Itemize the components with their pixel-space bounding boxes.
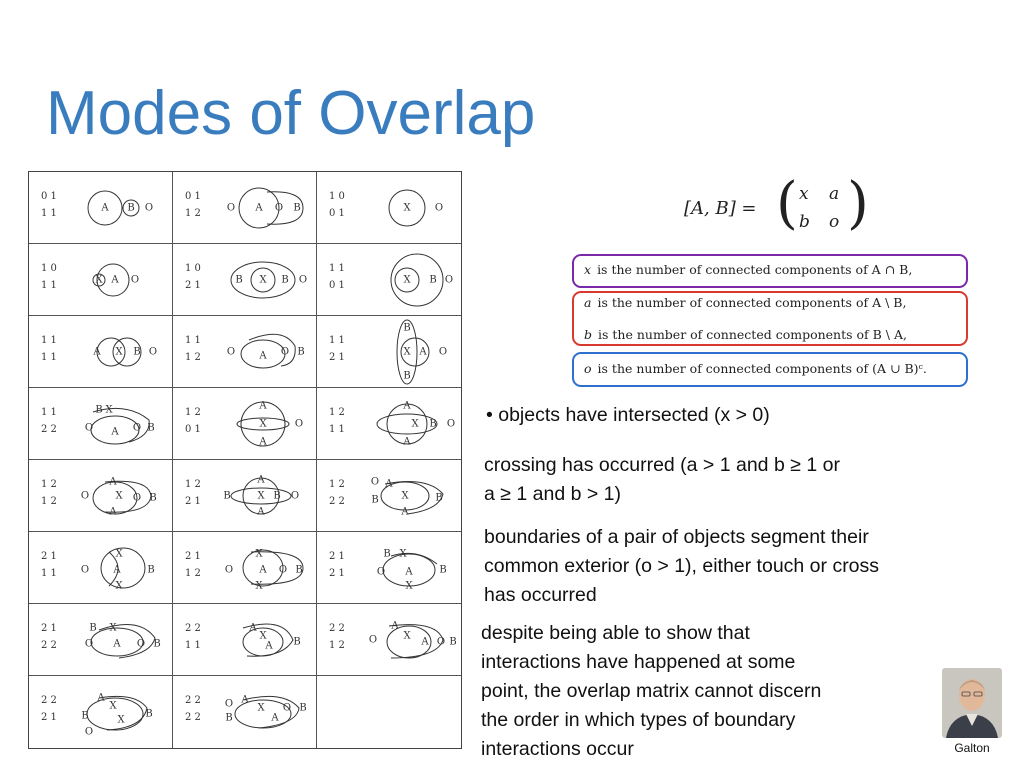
svg-text:B: B <box>293 636 301 648</box>
svg-text:B: B <box>153 638 161 650</box>
boundaries-text: boundaries of a pair of objects segment their common exterior (o > 1), either touch or cross has occurred <box>484 526 880 606</box>
svg-text:A: A <box>113 564 121 576</box>
bullet-intersected: • objects have intersected (x > 0) <box>486 404 770 426</box>
svg-text:X: X <box>115 346 123 358</box>
overlap-mode-cell <box>29 172 173 244</box>
overlap-diagram <box>79 606 171 674</box>
overlap-matrix-values: 1 1 2 2 <box>41 407 57 435</box>
svg-text:B: B <box>383 548 391 560</box>
svg-text:A: A <box>101 202 109 214</box>
overlap-diagram <box>367 462 459 530</box>
overlap-matrix-values: 1 0 1 1 <box>41 263 57 291</box>
svg-text:X: X <box>105 404 113 416</box>
overlap-matrix-values: 0 1 1 2 <box>185 191 201 219</box>
overlap-mode-cell <box>173 172 317 244</box>
svg-text:X: X <box>117 714 125 726</box>
svg-text:A: A <box>113 638 121 650</box>
svg-text:X: X <box>259 418 267 430</box>
overlap-diagram <box>223 606 315 674</box>
svg-text:B: B <box>95 404 103 416</box>
svg-text:X: X <box>109 622 117 634</box>
svg-text:O: O <box>298 274 308 286</box>
left-paren: ( <box>776 171 798 236</box>
svg-text:O: O <box>370 476 380 488</box>
svg-text:O: O <box>80 564 90 576</box>
formula-o: o <box>829 212 840 232</box>
svg-text:A: A <box>109 476 117 488</box>
definition-b: b is the number of connected components of B \ A, <box>584 327 907 342</box>
svg-text:X: X <box>115 548 123 560</box>
svg-text:B: B <box>449 636 457 648</box>
svg-text:B: B <box>273 490 281 502</box>
svg-text:O: O <box>294 418 304 430</box>
overlap-matrix-values: 1 1 0 1 <box>329 263 345 291</box>
overlap-mode-cell <box>29 460 173 532</box>
svg-text:A: A <box>111 426 119 438</box>
svg-text:X: X <box>255 548 263 560</box>
overlap-diagram <box>367 246 459 314</box>
overlap-matrix-values: 2 2 2 2 <box>185 695 201 723</box>
overlap-diagram <box>79 678 171 746</box>
overlap-mode-cell <box>173 316 317 388</box>
overlap-mode-cell <box>29 244 173 316</box>
svg-text:X: X <box>403 274 411 286</box>
svg-text:B: B <box>435 492 443 504</box>
overlap-mode-cell <box>173 676 317 748</box>
svg-text:X: X <box>257 702 265 714</box>
svg-text:O: O <box>434 202 444 214</box>
overlap-matrix-values: 1 2 1 2 <box>41 479 57 507</box>
overlap-matrix-values: 2 1 1 1 <box>41 551 57 579</box>
svg-text:X: X <box>411 418 419 430</box>
overlap-matrix-values: 2 1 2 2 <box>41 623 57 651</box>
svg-text:B: B <box>133 346 141 358</box>
svg-text:O: O <box>226 346 236 358</box>
right-paren: ) <box>847 171 869 236</box>
svg-text:X: X <box>403 346 411 358</box>
overlap-diagram <box>367 534 459 602</box>
svg-text:A: A <box>259 400 267 412</box>
formula-b: b <box>799 212 810 232</box>
overlap-matrix-values: 1 0 2 1 <box>185 263 201 291</box>
overlap-diagram <box>79 174 171 242</box>
svg-text:B: B <box>145 708 153 720</box>
overlap-mode-cell <box>29 604 173 676</box>
svg-text:O: O <box>224 698 234 710</box>
svg-text:B: B <box>147 422 155 434</box>
overlap-matrix-values: 2 2 2 1 <box>41 695 57 723</box>
overlap-mode-cell <box>173 460 317 532</box>
svg-text:A: A <box>403 400 411 412</box>
overlap-mode-cell <box>173 604 317 676</box>
svg-text:O: O <box>84 638 94 650</box>
svg-text:A: A <box>265 640 273 652</box>
overlap-matrix-values: 1 2 0 1 <box>185 407 201 435</box>
svg-text:A: A <box>257 474 265 486</box>
svg-text:X: X <box>115 490 123 502</box>
overlap-matrix-values: 1 2 1 1 <box>329 407 345 435</box>
overlap-diagram <box>223 390 315 458</box>
overlap-mode-cell <box>317 460 461 532</box>
svg-text:A: A <box>97 692 105 704</box>
overlap-matrix-values: 1 1 2 1 <box>329 335 345 363</box>
svg-text:X: X <box>401 490 409 502</box>
svg-text:A: A <box>241 694 249 706</box>
overlap-mode-cell <box>29 316 173 388</box>
svg-text:A: A <box>259 350 267 362</box>
overlap-mode-cell <box>317 532 461 604</box>
slide-title: Modes of Overlap <box>46 79 536 148</box>
overlap-diagram <box>79 390 171 458</box>
svg-text:O: O <box>274 202 284 214</box>
svg-text:O: O <box>84 422 94 434</box>
svg-text:B: B <box>299 702 307 714</box>
svg-text:A: A <box>385 478 393 490</box>
svg-text:X: X <box>109 700 117 712</box>
svg-text:X: X <box>257 490 265 502</box>
overlap-mode-cell <box>29 388 173 460</box>
svg-text:X: X <box>95 274 103 286</box>
overlap-mode-cell <box>29 532 173 604</box>
svg-text:A: A <box>93 346 101 358</box>
svg-text:X: X <box>403 630 411 642</box>
overlap-diagram <box>79 534 171 602</box>
svg-text:B: B <box>429 418 437 430</box>
overlap-diagram <box>79 462 171 530</box>
svg-text:O: O <box>376 566 386 578</box>
svg-text:B: B <box>223 490 231 502</box>
overlap-diagram <box>223 462 315 530</box>
overlap-matrix-values: 1 2 2 1 <box>185 479 201 507</box>
svg-text:O: O <box>136 638 146 650</box>
overlap-mode-cell <box>317 604 461 676</box>
svg-text:B: B <box>295 564 303 576</box>
svg-text:B: B <box>429 274 437 286</box>
svg-text:O: O <box>436 636 446 648</box>
svg-text:O: O <box>278 564 288 576</box>
svg-text:B: B <box>403 322 411 334</box>
overlap-diagram <box>367 174 459 242</box>
svg-text:O: O <box>132 422 142 434</box>
svg-text:O: O <box>148 346 158 358</box>
overlap-mode-cell <box>173 388 317 460</box>
overlap-diagram <box>79 246 171 314</box>
overlap-matrix-values: 1 1 1 2 <box>185 335 201 363</box>
overlap-diagram <box>367 390 459 458</box>
svg-text:O: O <box>290 490 300 502</box>
despite-text: despite being able to show that interactions have happened at some point, the overlap matrix cannot discern the order in which types of boundary interactions occur <box>481 622 822 760</box>
svg-text:X: X <box>403 202 411 214</box>
overlap-mode-cell <box>317 316 461 388</box>
overlap-diagram <box>79 318 171 386</box>
svg-text:X: X <box>259 630 267 642</box>
svg-text:X: X <box>255 580 263 592</box>
overlap-matrix-values: 0 1 1 1 <box>41 191 57 219</box>
svg-text:B: B <box>281 274 289 286</box>
overlap-matrix-values: 1 2 2 2 <box>329 479 345 507</box>
overlap-matrix-values: 2 1 1 2 <box>185 551 201 579</box>
svg-text:O: O <box>144 202 154 214</box>
svg-text:X: X <box>115 580 123 592</box>
overlap-diagram <box>223 246 315 314</box>
svg-text:X: X <box>405 580 413 592</box>
overlap-mode-cell <box>317 676 461 748</box>
svg-text:O: O <box>80 490 90 502</box>
svg-text:O: O <box>368 634 378 646</box>
overlap-matrix-values: 2 2 1 2 <box>329 623 345 651</box>
svg-text:B: B <box>225 712 233 724</box>
svg-text:A: A <box>259 564 267 576</box>
svg-text:A: A <box>421 636 429 648</box>
svg-text:O: O <box>280 346 290 358</box>
overlap-matrix-formula <box>684 171 869 242</box>
svg-text:B: B <box>89 622 97 634</box>
svg-text:A: A <box>259 436 267 448</box>
svg-text:O: O <box>282 702 292 714</box>
svg-text:O: O <box>438 346 448 358</box>
overlap-mode-cell <box>173 532 317 604</box>
overlap-diagram <box>223 534 315 602</box>
svg-text:O: O <box>130 274 140 286</box>
svg-text:O: O <box>444 274 454 286</box>
overlap-matrix-values: 1 1 1 1 <box>41 335 57 363</box>
formula-x: x <box>799 184 809 204</box>
svg-text:A: A <box>257 506 265 518</box>
svg-text:B: B <box>439 564 447 576</box>
svg-text:B: B <box>297 346 305 358</box>
overlap-matrix-values: 1 0 0 1 <box>329 191 345 219</box>
overlap-diagram <box>223 174 315 242</box>
overlap-diagram <box>367 318 459 386</box>
overlap-modes-figure <box>28 171 462 749</box>
definition-x: x is the number of connected components of A ∩ B, <box>584 262 913 277</box>
definition-a: a is the number of connected components of A \ B, <box>584 295 907 310</box>
overlap-mode-cell <box>29 676 173 748</box>
svg-text:B: B <box>235 274 243 286</box>
overlap-diagram <box>223 678 315 746</box>
svg-text:A: A <box>403 436 411 448</box>
svg-text:O: O <box>132 492 142 504</box>
svg-text:A: A <box>109 506 117 518</box>
svg-text:X: X <box>259 274 267 286</box>
formula-lhs: [A, B] = <box>684 198 757 219</box>
definition-o: o is the number of connected components of (A ∪ B)ᶜ. <box>584 361 927 376</box>
svg-text:O: O <box>226 202 236 214</box>
svg-text:O: O <box>84 726 94 738</box>
overlap-diagram <box>223 318 315 386</box>
overlap-mode-cell <box>317 172 461 244</box>
svg-text:B: B <box>403 370 411 382</box>
svg-text:B: B <box>371 494 379 506</box>
svg-text:A: A <box>271 712 279 724</box>
overlap-matrix-values: 2 2 1 1 <box>185 623 201 651</box>
formula-a: a <box>829 184 840 204</box>
portrait-caption: Galton <box>954 741 990 755</box>
overlap-mode-cell <box>317 388 461 460</box>
svg-text:O: O <box>446 418 456 430</box>
svg-text:A: A <box>401 506 409 518</box>
svg-text:B: B <box>293 202 301 214</box>
svg-text:B: B <box>81 710 89 722</box>
svg-text:O: O <box>224 564 234 576</box>
svg-text:A: A <box>255 202 263 214</box>
svg-text:A: A <box>249 622 257 634</box>
svg-text:X: X <box>399 548 407 560</box>
crossing-text: crossing has occurred (a > 1 and b ≥ 1 or a ≥ 1 and b > 1) <box>484 454 840 505</box>
svg-text:B: B <box>149 492 157 504</box>
svg-text:A: A <box>391 620 399 632</box>
overlap-diagram <box>367 606 459 674</box>
svg-text:A: A <box>405 566 413 578</box>
svg-text:A: A <box>419 346 427 358</box>
galton-portrait <box>942 668 1002 738</box>
svg-text:B: B <box>147 564 155 576</box>
overlap-mode-cell <box>317 244 461 316</box>
svg-text:A: A <box>111 274 119 286</box>
overlap-matrix-values: 2 1 2 1 <box>329 551 345 579</box>
svg-text:B: B <box>127 202 135 214</box>
overlap-mode-cell <box>173 244 317 316</box>
